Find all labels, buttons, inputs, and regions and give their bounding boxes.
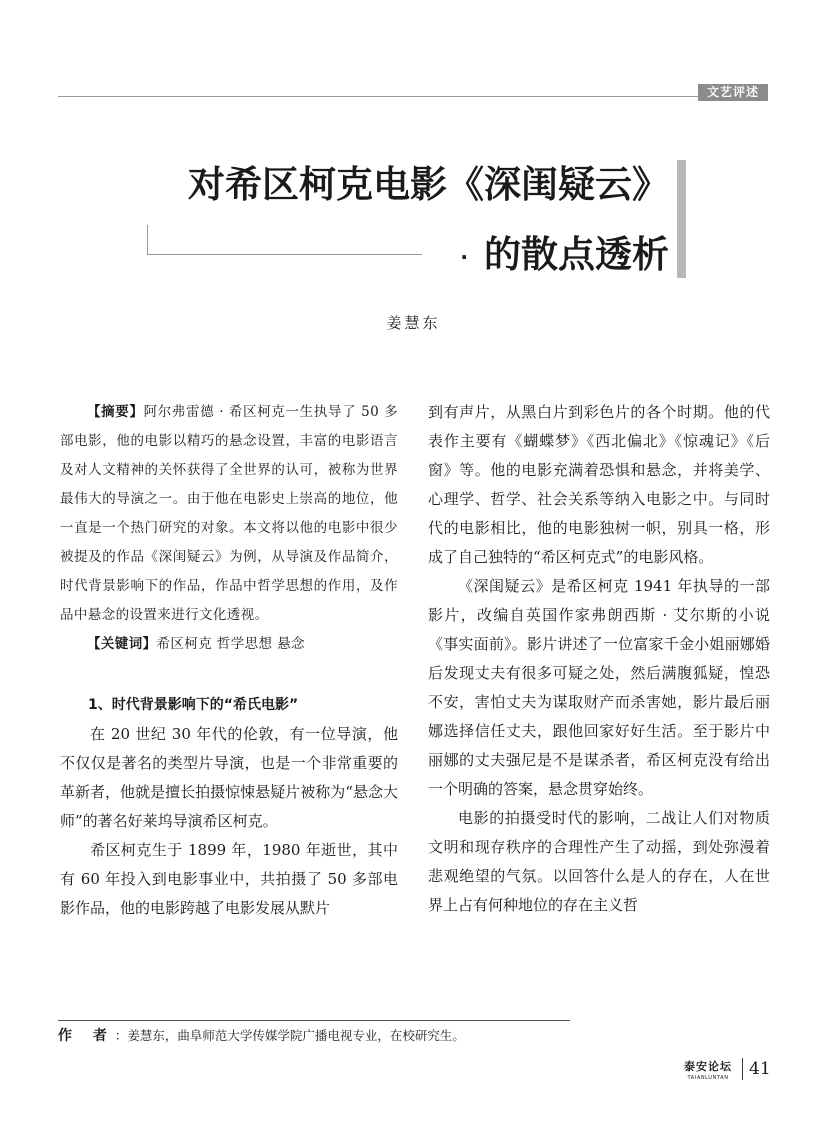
body-paragraph: 到有声片，从黑白片到彩色片的各个时期。他的代表作主要有《蝴蝶梦》《西北偏北》《惊魂记》《后窗》等。他的电影充满着恐惧和悬念，并将美学、心理学、哲学、社会关系等纳入电影之中。与同时代的电影相比，他的电影独树一帜，别具一格，形成了自己独特的“希区柯克式”的电影风格。: [428, 403, 770, 566]
footnote-label: 作 者: [58, 1028, 115, 1044]
footnote-text: ：姜慧东，曲阜师范大学传媒学院广播电视专业，在校研究生。: [114, 1028, 465, 1043]
article-title-line-1: 对希区柯克电影《深闺疑云》: [188, 163, 669, 206]
abstract: [60, 398, 398, 630]
article-title-line-2-text: 的散点透析: [484, 233, 669, 276]
keywords: [60, 630, 398, 659]
journal-pinyin: TAIANLUNTAN: [687, 1075, 729, 1081]
keywords-label: 【关键词】: [87, 636, 157, 652]
title-bullet: ·: [460, 244, 468, 269]
column-tag: 文艺评述: [698, 84, 768, 101]
author-footnote: [58, 1027, 465, 1045]
title-accent-bar: [677, 160, 686, 278]
body-paragraph: 希区柯克生于 1899 年，1980 年逝世，其中有 60 年投入到电影事业中，共拍摄了 50 多部电影作品，他的电影跨越了电影发展从默片: [60, 841, 398, 917]
title-frame-bottom-rule: [147, 254, 422, 255]
body-paragraph: 电影的拍摄受时代的影响，二战让人们对物质文明和现存秩序的合理性产生了动摇，到处弥漫着悲观绝望的气氛。以回答什么是人的存在，人在世界上占有何种地位的存在主义哲: [428, 809, 770, 914]
footnote-rule: [58, 1020, 570, 1021]
title-frame-left-rule: [147, 225, 148, 255]
header-rule: [58, 96, 698, 97]
abstract-label: 【摘要】: [87, 404, 144, 420]
author-name: 姜慧东: [386, 314, 441, 332]
journal-name: 泰安论坛: [684, 1060, 732, 1073]
journal-logo: [680, 1060, 736, 1082]
abstract-text: 阿尔弗雷德 · 希区柯克一生执导了 50 多部电影，他的电影以精巧的悬念设置，丰富的电影语言及对人文精神的关怀获得了全世界的认可，被称为世界最伟大的导演之一。由于他在电影史上崇高的地位，他一直是一个热门研究的对象。本文将以他的电影中很少被提及的作品《深闺疑云》为例，从导演及作品简介，时代背景影响下的作品，作品中哲学思想的作用，及作品中悬念的设置来进行文化透视。: [60, 404, 398, 623]
left-column: [60, 398, 398, 923]
article-title-line-2: [460, 232, 669, 280]
section-heading: 1、时代背景影响下的“希氏电影”: [88, 697, 299, 713]
body-paragraph: 在 20 世纪 30 年代的伦敦，有一位导演，他不仅仅是著名的类型片导演，也是一个非常重要的革新者，他就是擅长拍摄惊悚悬疑片被称为“悬念大师”的著名好莱坞导演希区柯克。: [60, 725, 398, 830]
page-number-separator: [742, 1058, 743, 1080]
right-column: [428, 398, 770, 920]
body-paragraph: 《深闺疑云》是希区柯克 1941 年执导的一部影片，改编自英国作家弗朗西斯 · 艾尔斯的小说《事实面前》。影片讲述了一位富家千金小姐丽娜婚后发现丈夫有很多可疑之处，然后满腹狐疑，惶恐不安，害怕丈夫为谋取财产而杀害她，影片最后丽娜选择信任丈夫，跟他回家好好生活。至于影片中丽娜的丈夫强尼是不是谋杀者，希区柯克没有给出一个明确的答案，悬念贯穿始终。: [428, 577, 770, 798]
page-number: 41: [749, 1059, 771, 1079]
keywords-text: 希区柯克 哲学思想 悬念: [156, 636, 305, 652]
